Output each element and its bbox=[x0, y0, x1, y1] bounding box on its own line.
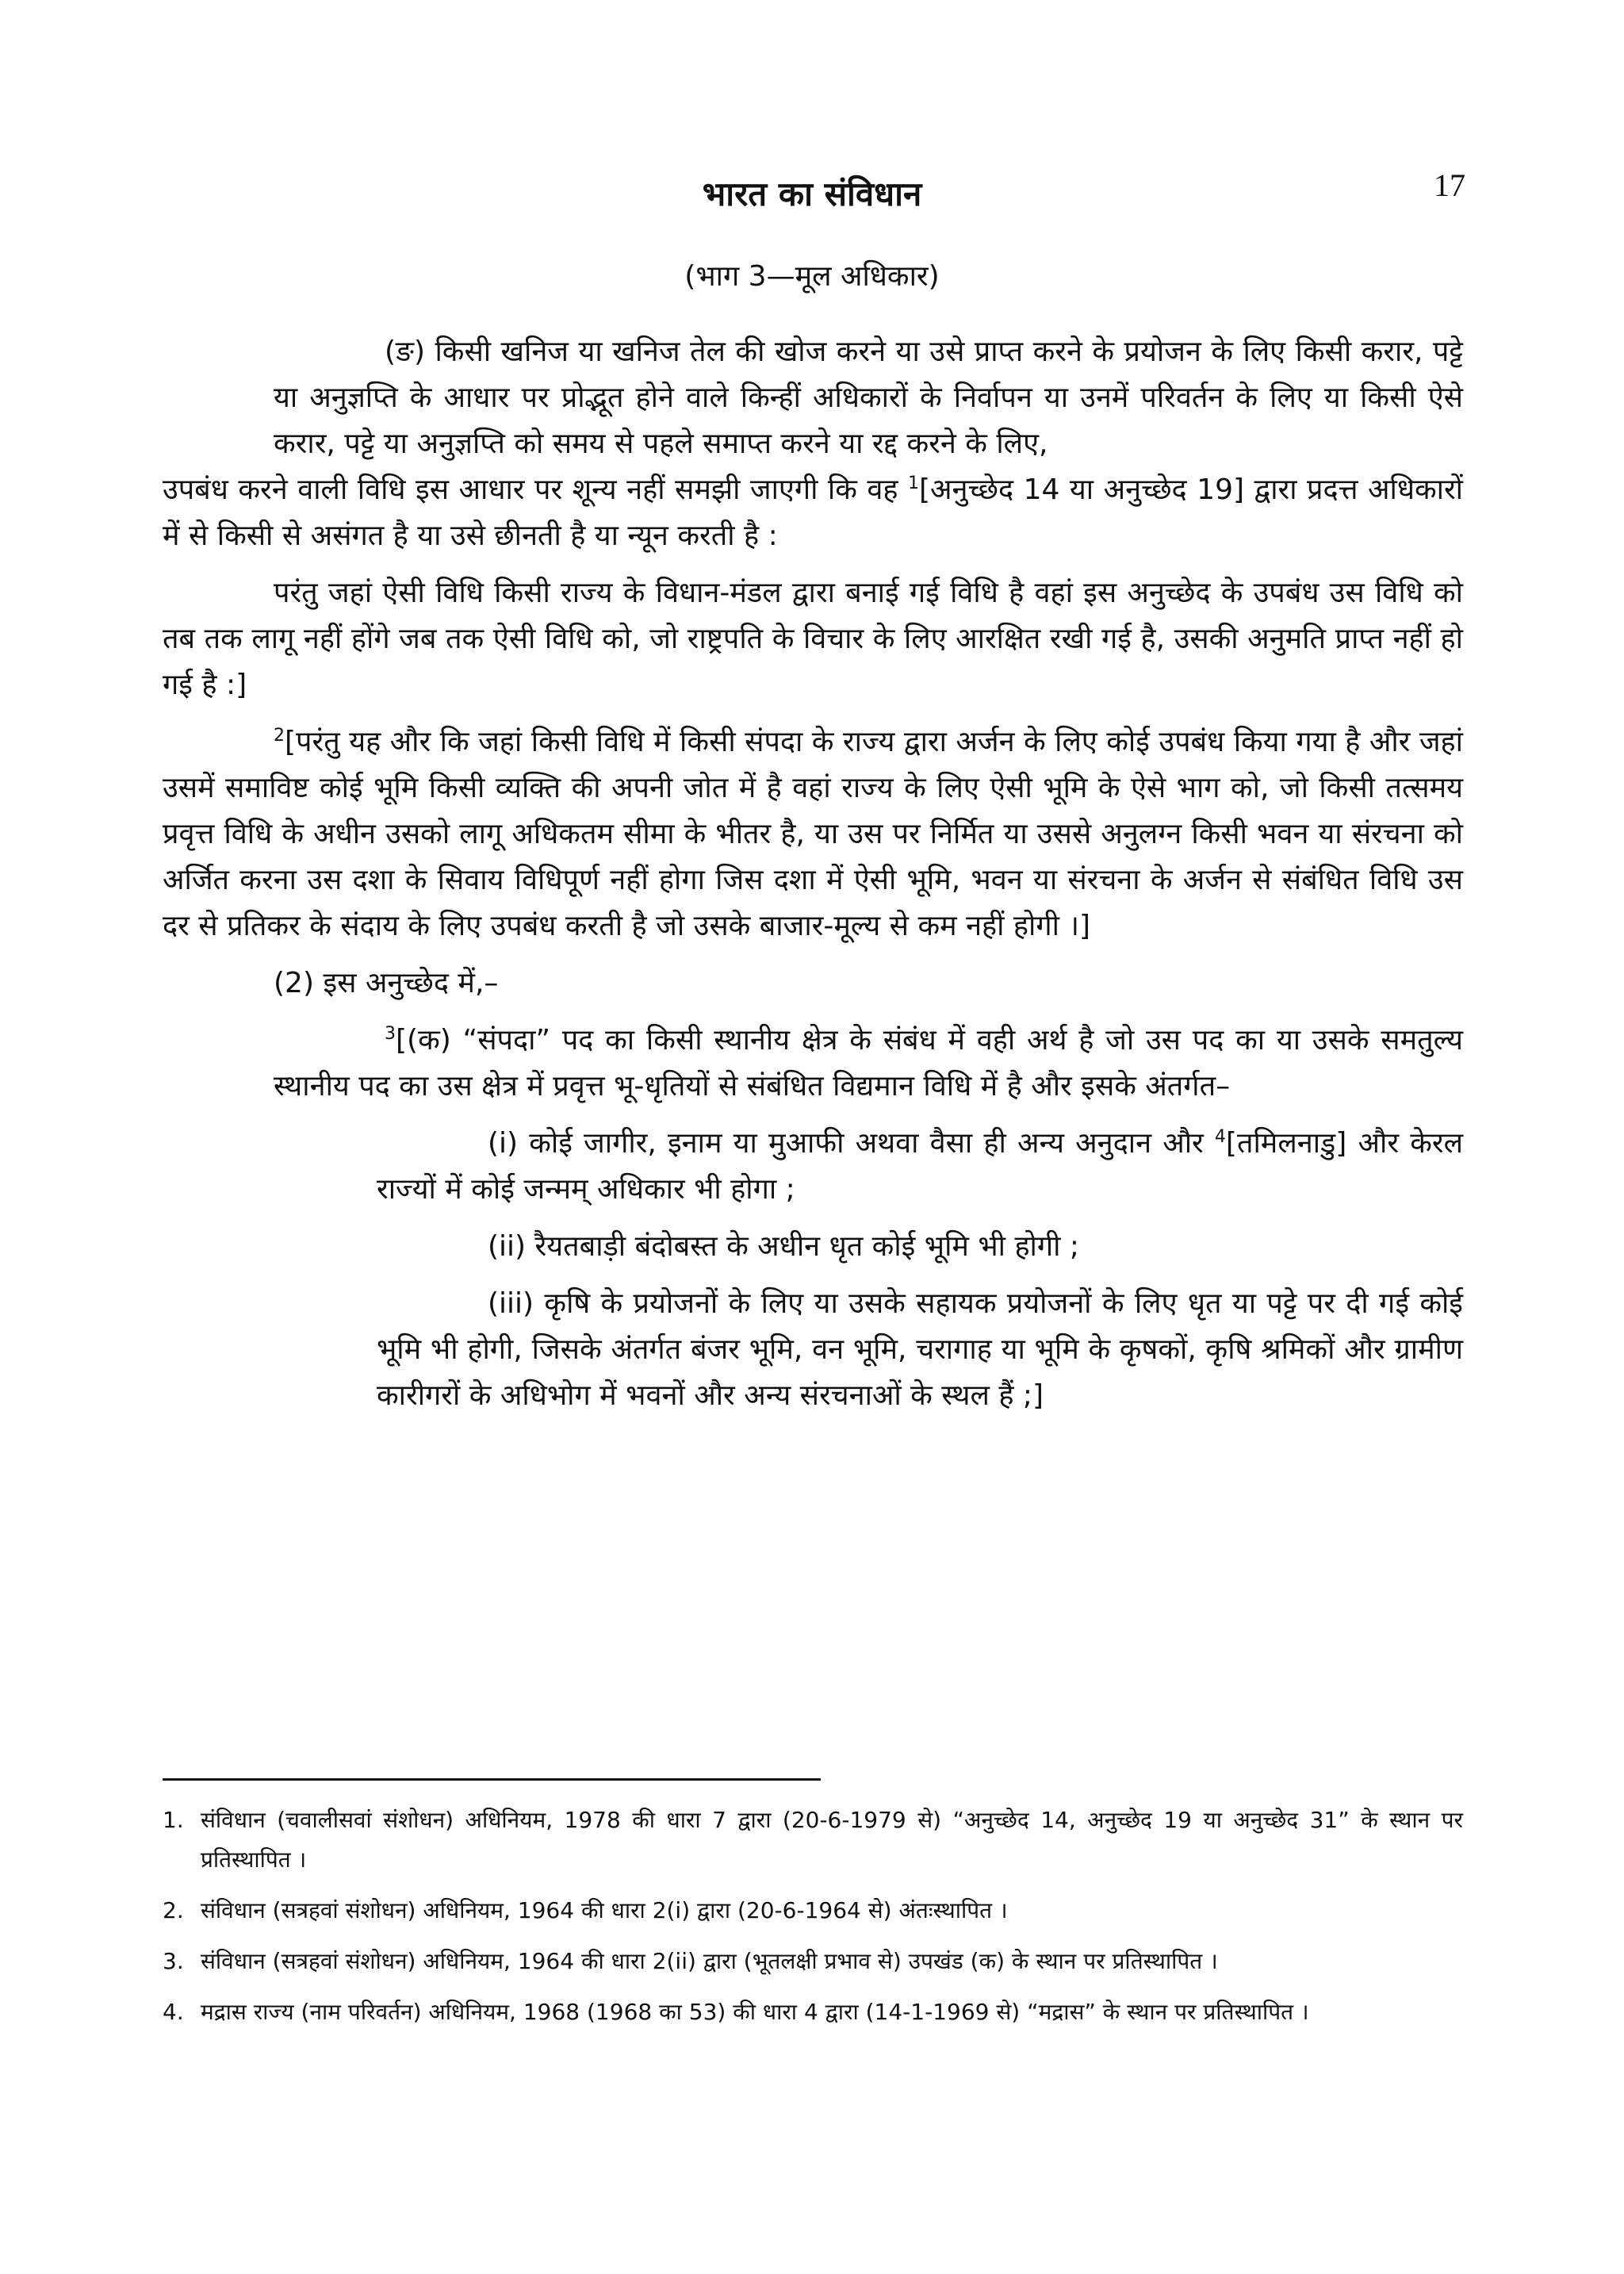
footnote-text: मद्रास राज्य (नाम परिवर्तन) अधिनियम, 1968 (1968 का 53) की धारा 4 द्वारा (14-1-1969 से) “मद्रास” के स्थान पर प्रतिस्थापित । bbox=[201, 1999, 1309, 2025]
footnotes bbox=[163, 1800, 1463, 2043]
sub-item-ii: (ii) रैयतबाड़ी बंदोबस्त के अधीन धृत कोई भूमि भी होगी ; bbox=[488, 1230, 1080, 1263]
proviso-paragraph: परंतु जहां ऐसी विधि किसी राज्य के विधान-मंडल द्वारा बनाई गई विधि है वहां इस अनुच्छेद के उपबंध उस विधि को तब तक लागू नहीं होंगे जब तक ऐसी विधि को, जो राष्ट्रपति के विचार के लिए आरक्षित रखी गई है, उसकी अनुमति प्राप्त नहीं हो गई है :] bbox=[163, 577, 1463, 701]
footnote-ref-3: 3 bbox=[385, 1024, 396, 1044]
footnote-text: संविधान (चवालीसवां संशोधन) अधिनियम, 1978 की धारा 7 द्वारा (20-6-1979 से) “अनुच्छेद 14, अनुच्छेद 19 या अनुच्छेद 31” के स्थान पर प्रतिस्थापित । bbox=[201, 1807, 1463, 1873]
estate-definition bbox=[274, 1018, 1463, 1110]
footnote-ref-1: 1 bbox=[908, 474, 919, 493]
footnote-text: संविधान (सत्रहवां संशोधन) अधिनियम, 1964 की धारा 2(i) द्वारा (20-6-1964 से) अंतःस्थापित । bbox=[201, 1897, 1008, 1923]
clause-e: (ङ) किसी खनिज या खनिज तेल की खोज करने या उसे प्राप्त करने के प्रयोजन के लिए किसी करार, पट्टे या अनुज्ञप्ति के आधार पर प्रोद्भूत होने वाले किन्हीं अधिकारों के निर्वापन या उनमें परिवर्तन के लिए या किसी ऐसे करार, पट्टे या अनुज्ञप्ति को समय से पहले समाप्त करने या रद्द करने के लिए, bbox=[274, 336, 1463, 460]
second-proviso-paragraph bbox=[163, 719, 1463, 949]
provision-text-start: उपबंध करने वाली विधि इस आधार पर शून्य नहीं समझी जाएगी कि वह bbox=[163, 474, 908, 506]
footnote-2 bbox=[163, 1891, 1463, 1931]
footnote-1 bbox=[163, 1800, 1463, 1880]
sub-item-i-text-end: [तमिलनाडु] और केरल राज्यों में कोई जन्मम् अधिकार भी होगा ; bbox=[377, 1127, 1463, 1206]
clause-2-heading: (2) इस अनुच्छेद में,– bbox=[274, 967, 499, 999]
page-title: भारत का संविधान bbox=[702, 174, 922, 213]
footnote-4 bbox=[163, 1992, 1463, 2032]
provision-paragraph bbox=[163, 467, 1463, 559]
footnote-number: 2. bbox=[163, 1897, 184, 1923]
footnote-divider bbox=[163, 1778, 821, 1781]
page-subtitle: (भाग 3—मूल अधिकार) bbox=[684, 260, 940, 293]
footnote-ref-4: 4 bbox=[1214, 1127, 1226, 1147]
footnote-text: संविधान (सत्रहवां संशोधन) अधिनियम, 1964 की धारा 2(ii) द्वारा (भूतलक्षी प्रभाव से) उपखंड (क) के स्थान पर प्रतिस्थापित । bbox=[201, 1948, 1218, 1974]
footnote-3 bbox=[163, 1942, 1463, 1981]
sub-item-iii: (iii) कृषि के प्रयोजनों के लिए या उसके सहायक प्रयोजनों के लिए धृत या पट्टे पर दी गई कोई भूमि भी होगी, जिसके अंतर्गत बंजर भूमि, वन भूमि, चरागाह या भूमि के कृषकों, कृषि श्रमिकों और ग्रामीण कारीगरों के अधिभोग में भवनों और अन्य संरचनाओं के स्थल हैं ;] bbox=[377, 1287, 1463, 1412]
sub-item-i-text-start: (i) कोई जागीर, इनाम या मुआफी अथवा वैसा ही अन्य अनुदान और bbox=[488, 1127, 1215, 1160]
footnote-ref-2: 2 bbox=[274, 726, 285, 746]
estate-definition-text: [(क) “संपदा” पद का किसी स्थानीय क्षेत्र के संबंध में वही अर्थ है जो उस पद का या उसके समतुल्य स्थानीय पद का उस क्षेत्र में प्रवृत्त भू-धृतियों से संबंधित विद्यमान विधि में है और इसके अंतर्गत– bbox=[274, 1024, 1463, 1102]
footnote-number: 4. bbox=[163, 1999, 184, 2025]
provision-text-end: [अनुच्छेद 14 या अनुच्छेद 19] द्वारा प्रदत्त अधिकारों में से किसी से असंगत है या उसे छीनती है या न्यून करती है : bbox=[163, 474, 1463, 552]
sub-item-i bbox=[377, 1121, 1463, 1213]
page-number: 17 bbox=[1434, 167, 1465, 203]
second-proviso-text: [परंतु यह और कि जहां किसी विधि में किसी संपदा के राज्य द्वारा अर्जन के लिए कोई उपबंध किया गया है और जहां उसमें समाविष्ट कोई भूमि किसी व्यक्ति की अपनी जोत में है वहां राज्य के लिए ऐसी भूमि के ऐसे भाग को, जो किसी तत्समय प्रवृत्त विधि के अधीन उसको लागू अधिकतम सीमा के भीतर है, या उस पर निर्मित या उससे अनुलग्न किसी भवन या संरचना को अर्जित करना उस दशा के सिवाय विधिपूर्ण नहीं होगा जिस दशा में ऐसी भूमि, भवन या संरचना के अर्जन से संबंधित विधि उस दर से प्रतिकर के संदाय के लिए उपबंध करती है जो उसके बाजार-मूल्य से कम नहीं होगी ।] bbox=[163, 726, 1463, 942]
footnote-number: 1. bbox=[163, 1807, 184, 1833]
body-text bbox=[163, 329, 1463, 1419]
footnote-number: 3. bbox=[163, 1948, 184, 1974]
